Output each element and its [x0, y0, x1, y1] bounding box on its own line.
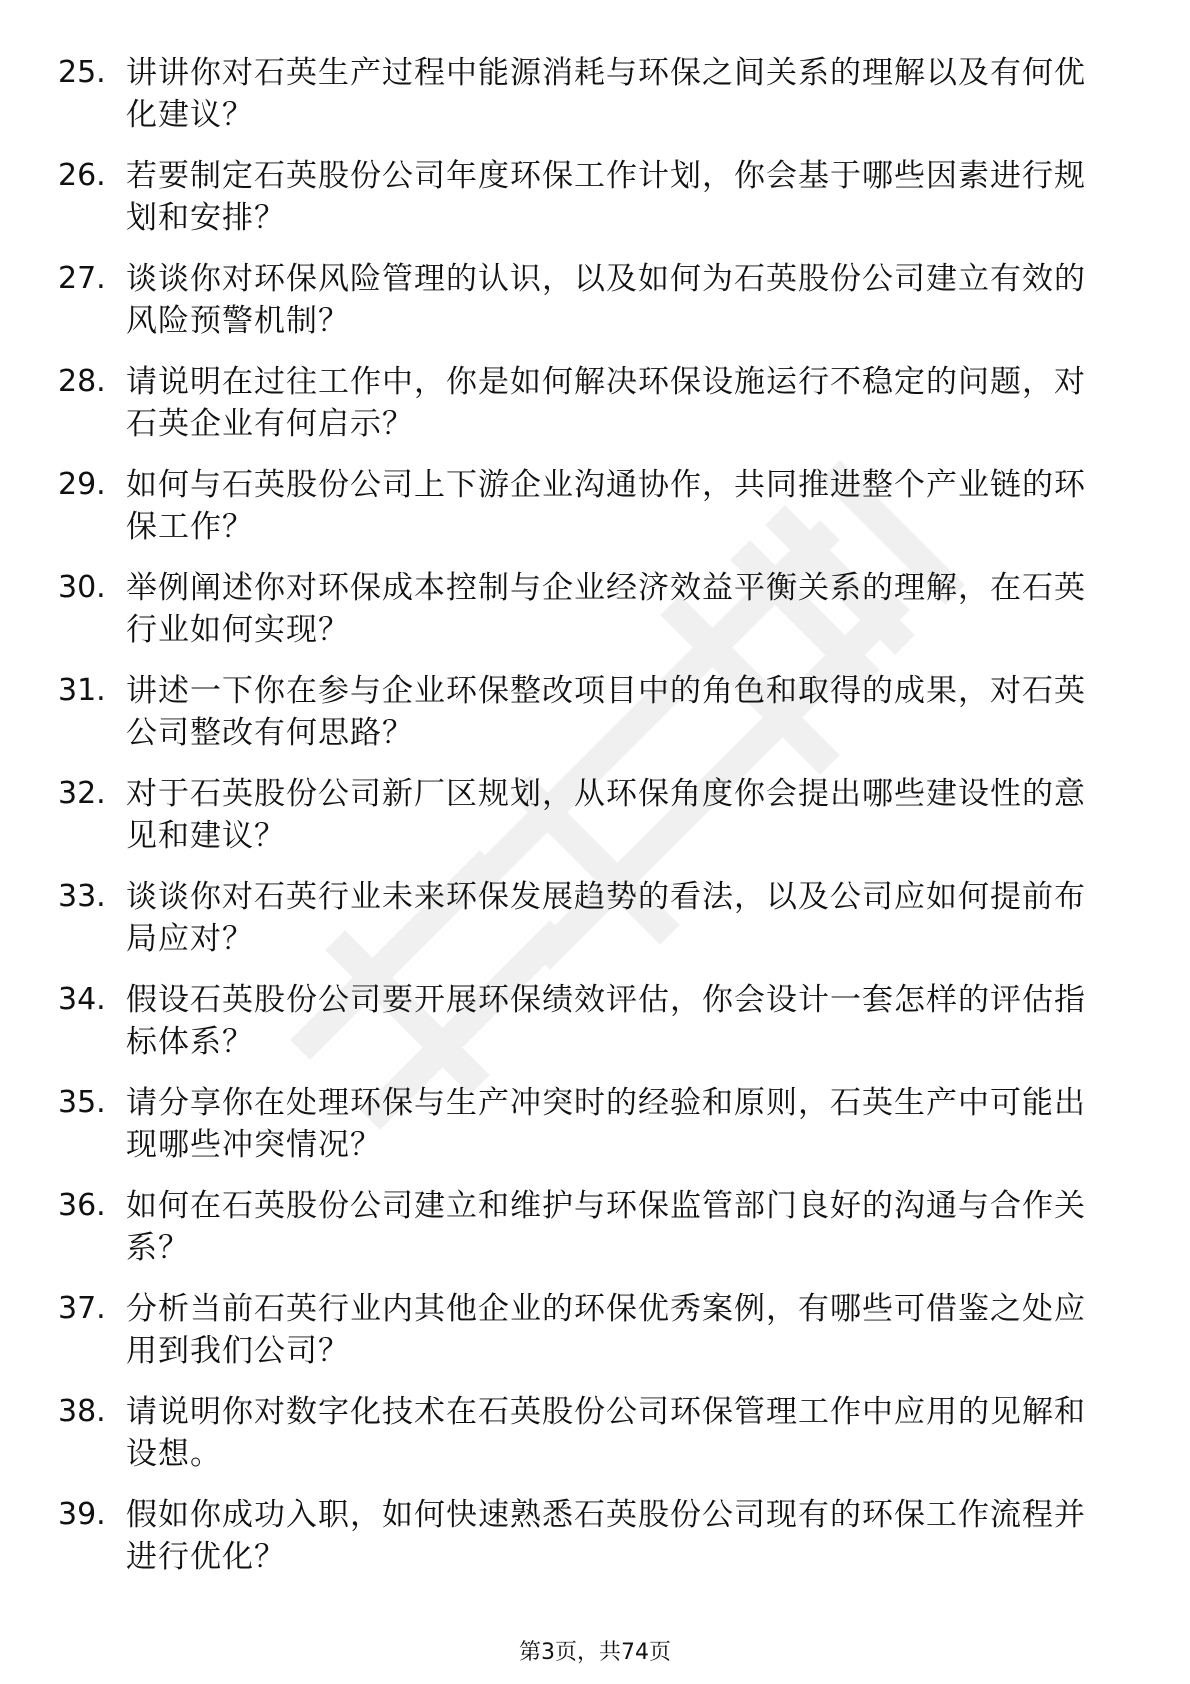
question-text: 讲述一下你在参与企业环保整改项目中的角色和取得的成果，对石英公司整改有何思路？	[126, 673, 1086, 751]
question-item-36	[58, 1185, 1118, 1288]
question-item-39	[58, 1494, 1118, 1597]
question-number: 35.	[58, 1085, 106, 1120]
question-number: 39.	[58, 1497, 106, 1532]
question-text: 对于石英股份公司新厂区规划，从环保角度你会提出哪些建设性的意见和建议？	[126, 776, 1086, 854]
question-number: 36.	[58, 1188, 106, 1223]
question-item-27	[58, 258, 1118, 361]
question-number: 37.	[58, 1291, 106, 1326]
question-number: 38.	[58, 1394, 106, 1429]
question-text: 谈谈你对环保风险管理的认识，以及如何为石英股份公司建立有效的风险预警机制？	[126, 261, 1086, 339]
question-text: 请分享你在处理环保与生产冲突时的经验和原则，石英生产中可能出现哪些冲突情况？	[126, 1085, 1086, 1163]
question-item-28	[58, 361, 1118, 464]
question-item-38	[58, 1391, 1118, 1494]
question-item-30	[58, 567, 1118, 670]
question-item-37	[58, 1288, 1118, 1391]
question-item-33	[58, 876, 1118, 979]
question-number: 29.	[58, 467, 106, 502]
question-number: 30.	[58, 570, 106, 605]
question-text: 假如你成功入职，如何快速熟悉石英股份公司现有的环保工作流程并进行优化？	[126, 1497, 1086, 1575]
question-number: 26.	[58, 158, 106, 193]
question-item-26	[58, 155, 1118, 258]
question-text: 如何在石英股份公司建立和维护与环保监管部门良好的沟通与合作关系？	[126, 1188, 1086, 1266]
question-text: 请说明你对数字化技术在石英股份公司环保管理工作中应用的见解和设想。	[126, 1394, 1086, 1472]
question-number: 27.	[58, 261, 106, 296]
question-item-25	[58, 52, 1118, 155]
question-item-32	[58, 773, 1118, 876]
question-item-34	[58, 979, 1118, 1082]
question-number: 28.	[58, 364, 106, 399]
question-number: 34.	[58, 982, 106, 1017]
question-number: 32.	[58, 776, 106, 811]
question-text: 请说明在过往工作中，你是如何解决环保设施运行不稳定的问题，对石英企业有何启示？	[126, 364, 1086, 442]
question-list	[58, 52, 1118, 1597]
page-number-footer: 第3页，共74页	[519, 1640, 671, 1665]
question-text: 分析当前石英行业内其他企业的环保优秀案例，有哪些可借鉴之处应用到我们公司？	[126, 1291, 1086, 1369]
question-number: 33.	[58, 879, 106, 914]
question-text: 若要制定石英股份公司年度环保工作计划，你会基于哪些因素进行规划和安排？	[126, 158, 1086, 236]
question-item-31	[58, 670, 1118, 773]
question-number: 25.	[58, 55, 106, 90]
question-text: 谈谈你对石英行业未来环保发展趋势的看法，以及公司应如何提前布局应对？	[126, 879, 1086, 957]
question-item-35	[58, 1082, 1118, 1185]
question-text: 假设石英股份公司要开展环保绩效评估，你会设计一套怎样的评估指标体系？	[126, 982, 1086, 1060]
question-text: 讲讲你对石英生产过程中能源消耗与环保之间关系的理解以及有何优化建议？	[126, 55, 1086, 133]
question-number: 31.	[58, 673, 106, 708]
question-item-29	[58, 464, 1118, 567]
question-text: 如何与石英股份公司上下游企业沟通协作，共同推进整个产业链的环保工作？	[126, 467, 1086, 545]
question-text: 举例阐述你对环保成本控制与企业经济效益平衡关系的理解，在石英行业如何实现？	[126, 570, 1086, 648]
